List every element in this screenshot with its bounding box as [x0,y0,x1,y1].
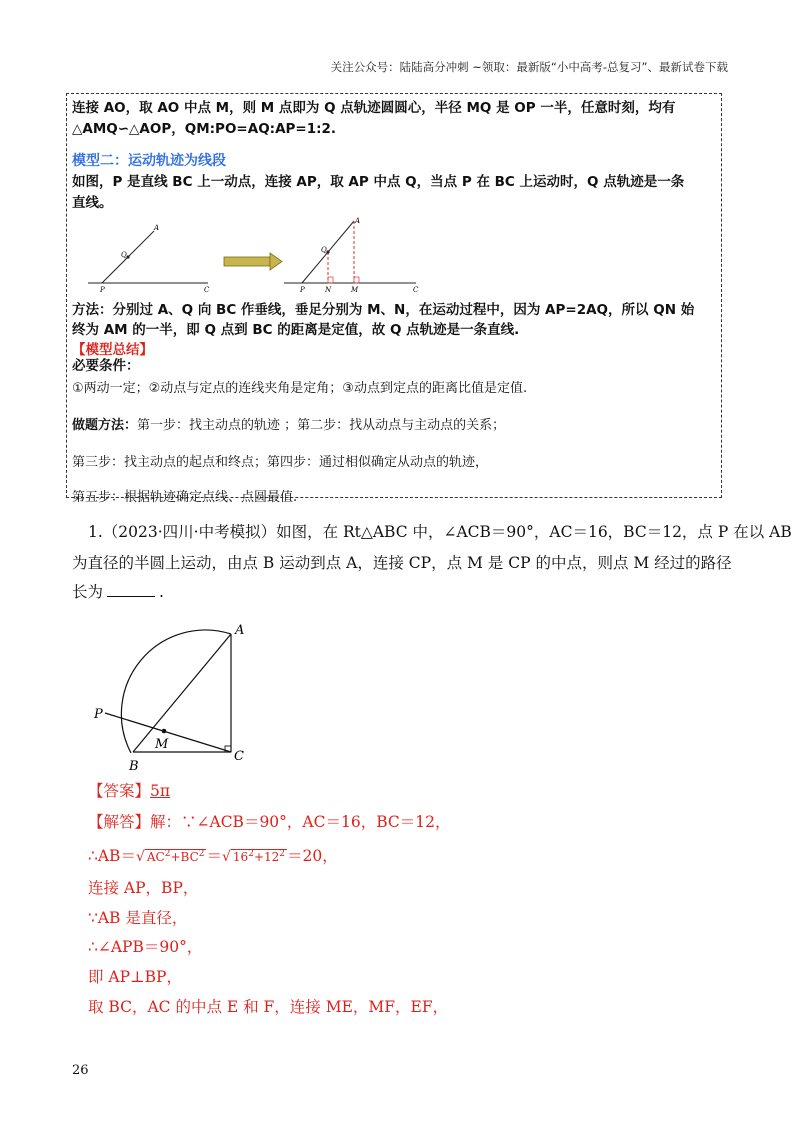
answer-value: 5π [150,782,171,800]
steps-line-3: 第五步：根据轨迹确定点线、点圆最值. [72,490,298,505]
steps-text-1: 第一步：找主动点的轨迹 ；第二步：找从动点与主动点的关系； [137,418,506,433]
question-line-3-end: . [159,583,164,601]
fig-right-label-C: C [413,286,419,294]
fig-left-label-P: P [100,286,105,294]
model2-line-1: 如图，P 是直线 BC 上一动点，连接 AP，取 AP 中点 Q，当点 P 在 BC 上运动时，Q 点轨迹是一条 [72,174,685,190]
conditions-title: 必要条件： [72,358,140,374]
fig-left-label-Q: Q [121,251,127,259]
solution-label: 【解答】 [88,813,151,831]
fig-left-label-A: A [154,224,160,232]
sol2-eq: ＝ [206,847,222,865]
page-header: 关注公众号：陆陆高分冲刺 ~领取：最新版“小中高考-总复习”、最新试卷下载 [330,60,728,74]
solution-line-4: ∵AB 是直径， [88,909,188,927]
q-fig-label-B: B [129,759,139,774]
fig-right-label-M: M [351,286,359,294]
answer-line [88,779,170,801]
steps-line-1 [72,414,505,433]
q-fig-label-A: A [235,623,245,638]
fig-right-label-P: P [300,286,305,294]
question-figure [85,610,255,780]
solution-line-2: ∴AB＝√ $AC^2+BC^2$ ＝√ $16^2+12^2 =20$， [88,847,338,865]
answer-label: 【答案】 [88,782,151,800]
solution-text-1: 解：∵∠ACB＝90°，AC＝16，BC＝12， [150,813,451,831]
method-line-1: 方法：分别过 A、Q 向 BC 作垂线，垂足分别为 M、N，在运动过程中，因为 AP=2AQ，所以 QN 始 [72,302,695,318]
model2-figure [80,215,440,295]
solution-line-7: 取 BC，AC 的中点 E 和 F，连接 ME，MF，EF， [88,998,449,1016]
solution-line-5: ∴∠APB＝90°， [88,938,203,956]
arrow-icon [224,253,282,270]
box-line-1: 连接 AO，取 AO 中点 M，则 M 点即为 Q 点轨迹圆圆心，半径 MQ 是 OP 一半，任意时刻，均有 [72,100,676,116]
model2-line-2: 直线。 [72,195,113,211]
summary-title: 【模型总结】 [72,342,153,358]
answer-blank [107,582,155,597]
figure-right [284,217,419,294]
figure-left [88,224,210,294]
fig-left-label-C: C [204,286,210,294]
question-line-3 [72,578,164,606]
fig-right-label-N: N [325,286,332,294]
question-line-1: 1.（2023·四川·中考模拟）如图，在 Rt△ABC 中，∠ACB＝90°，AC＝16，BC＝12，点 P 在以 AB [88,523,792,541]
page-number: 26 [72,1063,89,1078]
sol2-radical-2: $16^2+12^2$ [232,849,285,864]
steps-label: 做题方法： [72,418,138,433]
q-fig-label-C: C [234,749,244,764]
conditions-text: ①两动一定；②动点与定点的连线夹角是定角；③动点到定点的距离比值是定值. [72,381,528,396]
sol2-prefix: ∴AB＝ [88,847,136,865]
model2-title: 模型二：运动轨迹为线段 [72,153,226,169]
q-fig-label-M: M [155,737,169,752]
fig-right-label-Q: Q [321,246,327,254]
method-line-2: 终为 AM 的一半，即 Q 点到 BC 的距离是定值，故 Q 点轨迹是一条直线. [72,322,520,338]
solution-line-1 [88,810,450,832]
question-line-3-text: 长为 [72,583,104,601]
solution-line-6: 即 AP⊥BP， [88,968,182,986]
solution-line-3: 连接 AP，BP， [88,879,199,897]
fig-right-label-A: A [355,217,361,225]
sol2-radical-1: $AC^2+BC^2$ [146,849,205,864]
steps-line-2: 第三步：找主动点的起点和终点；第四步：通过相似确定从动点的轨迹， [72,455,489,470]
question-line-2: 为直径的半圆上运动，由点 B 运动到点 A，连接 CP，点 M 是 CP 的中点，则点 M 经过的路径 [72,554,732,572]
q-fig-label-P: P [94,707,103,722]
box-line-2: △AMQ∽△AOP，QM:PO=AQ:AP=1:2. [72,121,337,137]
sol2-end: ＝20， [287,847,338,865]
